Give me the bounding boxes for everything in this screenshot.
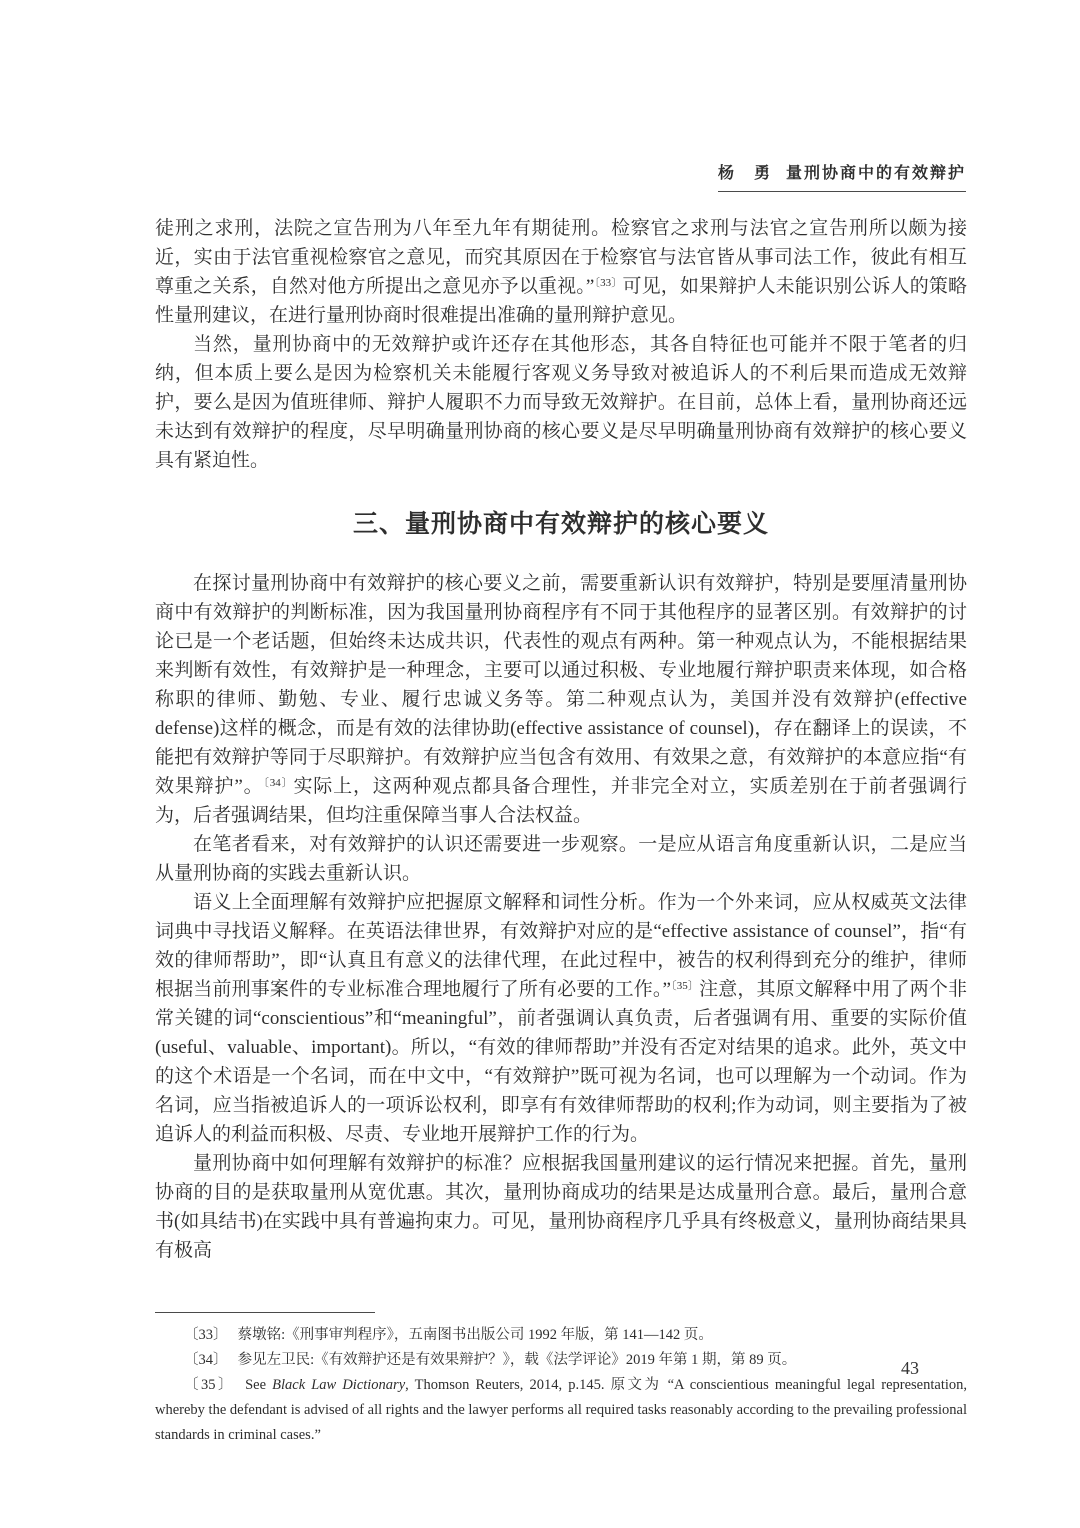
footnote-text: 蔡墩铭:《刑事审判程序》，五南图书出版公司 1992 年版，第 141—142 页。: [237, 1327, 713, 1343]
paragraph: [155, 830, 967, 888]
page-number: 43: [901, 1358, 919, 1378]
footnote-marker: 〔34〕: [184, 1352, 228, 1368]
footnote-marker: 〔35〕: [184, 1377, 235, 1393]
footnote-text: See: [245, 1377, 273, 1393]
paragraph-text: 徒刑之求刑，法院之宣告刑为八年至九年有期徒刑。检察官之求刑与法官之宣告刑所以颇为接近，实由于法官重视检察官之意见，而究其原因在于检察官与法官皆从事司法工作，彼此有相互尊重之关系，自然对他方所提出之意见亦予以重视。”: [155, 218, 967, 297]
footnote-ref-33: 〔33〕: [594, 277, 623, 289]
running-header: [718, 160, 966, 192]
paragraph: [155, 1149, 967, 1265]
footnote-separator-rule: [155, 1312, 375, 1313]
footnote-35: [155, 1373, 967, 1448]
running-header-title: 量刑协商中的有效辩护: [785, 165, 966, 182]
section-heading: 三、量刑协商中有效辩护的核心要义: [352, 511, 769, 538]
article-body: [155, 214, 967, 1448]
paragraph: [155, 888, 967, 1149]
paragraph-text: 在笔者看来，对有效辩护的认识还需要进一步观察。一是应从语言角度重新认识，二是应当从量刑协商的实践去重新认识。: [155, 834, 967, 884]
paragraph-continued: [155, 214, 967, 330]
footnote-text: 参见左卫民:《有效辩护还是有效果辩护？》，载《法学评论》2019 年第 1 期，第 89 页。: [237, 1352, 797, 1368]
paragraph-text: 实际上，这两种观点都具备合理性，并非完全对立，实质差别在于前者强调行为，后者强调结果，但均注重保障当事人合法权益。: [155, 776, 968, 826]
footnote-citation-title: Black Law Dictionary: [272, 1377, 406, 1393]
footnote-marker: 〔33〕: [184, 1327, 228, 1343]
paragraph-text: 可见，如果辩护人未能识别公诉人的策略性量刑建议，在进行量刑协商时很难提出准确的量刑辩护意见。: [155, 276, 967, 326]
paragraph-text: 量刑协商中如何理解有效辩护的标准？应根据我国量刑建议的运行情况来把握。首先，量刑协商的目的是获取量刑从宽优惠。其次，量刑协商成功的结果是达成量刑合意。最后，量刑合意书(如具结书)在实践中具有普遍拘束力。可见，量刑协商程序几乎具有终极意义，量刑协商结果具有极高: [155, 1153, 967, 1261]
footnote-33: [155, 1323, 967, 1348]
footnote-34: [155, 1348, 967, 1373]
paragraph-text: 在探讨量刑协商中有效辩护的核心要义之前，需要重新认识有效辩护，特别是要厘清量刑协商中有效辩护的判断标准，因为我国量刑协商程序有不同于其他程序的显著区别。有效辩护的讨论已是一个老话题，但始终未达成共识，代表性的观点有两种。第一种观点认为，不能根据结果来判断有效性，有效辩护是一种理念，主要可以通过积极、专业地履行辩护职责来体现，如合格称职的律师、勤勉、专业、履行忠诚义务等。第二种观点认为，美国并没有效辩护(effective defense)这样的概念，而是有效的法律协助(effective assistance of counsel)，存在翻译上的误读，不能把有效辩护等同于尽职辩护。有效辩护应当包含有效用、有效果之意，有效辩护的本意应指“有效果辩护”。: [155, 573, 967, 797]
paragraph-text: 注意，其原文解释中用了两个非常关键的词“conscientious”和“meaningful”，前者强调认真负责，后者强调有用、重要的实际价值(useful、valuable、important)。所以，“有效的律师帮助”并没有否定对结果的追求。此外，英文中的这个术语是一个名词，而在中文中，“有效辩护”既可视为名词，也可以理解为一个动词。作为名词，应当指被追诉人的一项诉讼权利，即享有有效律师帮助的权利;作为动词，则主要指为了被追诉人的利益而积极、尽责、专业地开展辩护工作的行为。: [155, 979, 967, 1145]
footnote-ref-34: 〔34〕: [263, 777, 294, 789]
footnotes-section: [155, 1312, 967, 1448]
paragraph: [155, 569, 967, 830]
paragraph-text: 当然，量刑协商中的无效辩护或许还存在其他形态，其各自特征也可能并不限于笔者的归纳，但本质上要么是因为检察机关未能履行客观义务导致对被追诉人的不利后果而造成无效辩护，要么是因为值班律师、辩护人履职不力而导致无效辩护。在目前，总体上看，量刑协商还远未达到有效辩护的程度，尽早明确量刑协商的核心要义是尽早明确量刑协商有效辩护的核心要义具有紧迫性。: [155, 334, 967, 471]
paragraph: [155, 330, 967, 475]
footnote-ref-35: 〔35〕: [670, 980, 700, 992]
running-header-author: 杨 勇: [717, 165, 772, 182]
paragraph-text: 语义上全面理解有效辩护应把握原文解释和词性分析。作为一个外来词，应从权威英文法律词典中寻找语义解释。在英语法律世界，有效辩护对应的是“effective assistance of counsel”，指“有效的律师帮助”，即“认真且有意义的法律代理，在此过程中，被告的权利得到充分的维护，律师根据当前刑事案件的专业标准合理地履行了所有必要的工作。”: [155, 892, 967, 1000]
footnote-text: , Thomson Reuters, 2014, p.145. 原文为 “A conscientious meaningful legal representation, whereby the defendant is advised of all rights and the lawyer performs all required tasks reasonably according to the prevailing professional standards in criminal cases.”: [155, 1377, 967, 1443]
running-header-text: [718, 160, 966, 183]
running-header-rule: [718, 191, 966, 192]
